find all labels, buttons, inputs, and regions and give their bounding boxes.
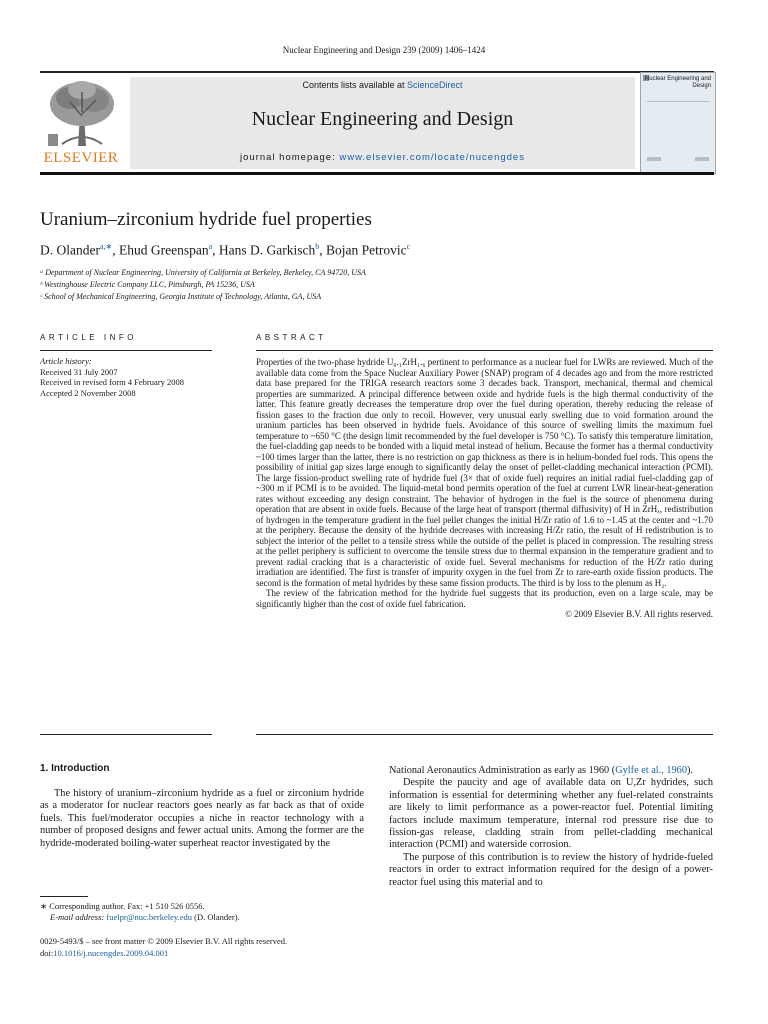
affiliation-c: ᶜ School of Mechanical Engineering, Georgia Institute of Technology, Atlanta, GA, USA: [40, 292, 322, 301]
email-link[interactable]: fuelpr@nuc.berkeley.edu: [106, 912, 192, 922]
affiliation-a: ᵃ Department of Nuclear Engineering, University of California at Berkeley, Berkeley, CA 94720, USA: [40, 268, 366, 277]
body-paragraph: The history of uranium–zirconium hydride as a fuel or zirconium hydride as a moderator for nuclear reactors goes nearly as far back as that of oxide fuels. This fuel/moderator occupies a niche in reactor technology with a number of proposed designs and fewer actual units. Among the former are the hydride-moderated boiling-water superheat reactor investigated by the: [40, 788, 364, 849]
contents-line: [130, 80, 635, 90]
sciencedirect-link[interactable]: ScienceDirect: [407, 80, 463, 90]
journal-homepage: [130, 152, 635, 163]
publisher-wordmark: ELSEVIER: [43, 150, 119, 166]
issn-line: 0029-5493/$ – see front matter © 2009 Elsevier B.V. All rights reserved.: [40, 936, 288, 946]
author-affil-mark[interactable]: b: [315, 242, 320, 251]
author-name: Bojan Petrovic: [326, 242, 407, 258]
footnote-corresponding: ∗ Corresponding author. Fax: +1 510 526 0556.: [40, 901, 205, 911]
abstract-paragraph: The review of the fabrication method for the hydride fuel suggests that its production, even on a large scale, may be significantly higher than the cost of oxide fuel fabrication.: [256, 588, 713, 609]
homepage-link[interactable]: www.elsevier.com/locate/nucengdes: [339, 152, 525, 163]
section-heading: 1. Introduction: [40, 763, 110, 774]
affiliation-b: ᵇ Westinghouse Electric Company LLC, Pittsburgh, PA 15236, USA: [40, 280, 255, 289]
doi-line: [40, 948, 287, 960]
homepage-prefix: journal homepage:: [240, 152, 340, 163]
history-received: Received 31 July 2007: [40, 366, 118, 377]
abstract-copyright: © 2009 Elsevier B.V. All rights reserved.: [565, 609, 713, 619]
doi-link[interactable]: 10.1016/j.nucengdes.2009.04.001: [53, 947, 169, 958]
body-paragraph: [389, 765, 713, 777]
author-affil-mark[interactable]: a,∗: [99, 242, 113, 251]
article-title: Uranium–zirconium hydride fuel properties: [40, 209, 372, 230]
citation-link[interactable]: Gylfe et al., 1960: [615, 765, 687, 776]
author-name: Ehud Greenspan: [119, 242, 209, 258]
text-span: ).: [686, 765, 693, 776]
author-affil-mark[interactable]: a: [208, 242, 213, 251]
info-rule: [40, 350, 212, 351]
abstract-heading: ABSTRACT: [256, 333, 327, 342]
author-name: Hans D. Garkisch: [218, 242, 316, 258]
doi-label: doi:: [40, 947, 54, 958]
abstract-rule: [256, 350, 713, 351]
right-column: [389, 765, 713, 889]
author-list: D. Olander$^{a,∗}$, Ehud Greenspan$^a$, Hans D. Garkisch$^b$, Bojan Petrovic$^c$: [40, 242, 411, 258]
abstract-body: [256, 357, 713, 620]
front-matter-notice: [40, 936, 287, 959]
footnote-rule: [40, 896, 88, 897]
journal-title: Nuclear Engineering and Design: [251, 108, 514, 130]
body-paragraph: Despite the paucity and age of available data on U,Zr hydrides, such information is essential for determining whether any fuel-related constraints are likely to limit performance as a power-reactor fuel. Potential limiting factors include maximum temperature, internal rod pressure rise due to fission-gas release, cladding strain from pellet-cladding mechanical interaction (PCMI) and waterside corrosion.: [389, 777, 713, 851]
running-header: Nuclear Engineering and Design 239 (2009) 1406–1424: [282, 45, 486, 55]
contents-prefix: Contents lists available at: [302, 80, 408, 90]
body-paragraph: The purpose of this contribution is to review the history of hydride-fueled reactors in order to extract information required for the design of a power-reactor fuel using this material and to: [389, 851, 713, 888]
article-history: [40, 356, 212, 398]
history-revised: Received in revised form 4 February 2008: [40, 377, 184, 387]
article-info-heading: ARTICLE INFO: [40, 333, 137, 342]
history-accepted: Accepted 2 November 2008: [40, 387, 136, 398]
email-label: E-mail address:: [50, 912, 107, 922]
author-name: D. Olander: [40, 242, 100, 258]
author-affil-mark[interactable]: c: [406, 242, 411, 251]
footnote: [40, 901, 360, 923]
masthead-rule: [40, 172, 714, 175]
cover-title: Nuclear Engineering and Design: [644, 76, 711, 89]
header-rule: [40, 71, 714, 73]
footnote-email-line: [40, 912, 360, 923]
abstract-paragraph: Properties of the two-phase hydride U₀.₁ZrH₁.₆ pertinent to performance as a nuclear fuel for LWRs are reviewed. Much of the available data come from the Space Nuclear Auxiliary Power (SNAP) program of 4 decades ago and from the more restricted data base prepared for the TRIGA research reactors some 3 decades back. Transport, mechanical, thermal and chemical properties are summarized. A principal difference between oxide and hydride fuels is the high thermal conductivity of the latter. This feature greatly decreases the temperature drop over the fuel during operation, thereby reducing the release of fission gases to the fraction due only to recoil. However, very unusual early swelling due to void formation around the uranium particles has been observed in hydride fuels. Avoidance of this source of swelling limits the maximum fuel temperature to ~650 °C (the design limit recommended by the fuel developer is 750 °C). To satisfy this temperature limitation, the fuel-cladding gap needs to be bonded with a liquid metal instead of helium. Because the former has a thermal conductivity ~100 times larger than the latter, there is no restriction on gap thickness as there is in helium-bonded fuel rods. This opens the possibility of initial gap sizes large enough to significantly delay the onset of pellet-cladding mechanical interaction (PCMI). The large fission-product swelling rate of hydride fuel (3× that of oxide fuel) requires an initial radial fuel-cladding gap of ~300 m if PCMI is to be avoided. The liquid-metal bond permits operation of the fuel at current LWR linear-heat-generation rates without exceeding any design constraint. The behavior of hydrogen in the fuel is the source of phenomena during operation that are absent in oxide fuels. Because of the large heat of transport (thermal diffusivity) of H in ZrHₓ, redistribution of hydrogen in the temperature gradient in the fuel pellet changes the initial H/Zr ratio of 1.6 to ~1.45 at the center and ~1.70 at the periphery. Because the density of the hydride decreases with increasing H/Zr ratio, the result of H redistribution is to subject the interior of the pellet to a tensile stress while the outside of the pellet is placed in compression. The resulting stress at the pellet periphery is sufficient to overcome the tensile stress due to thermal expansion in the temperature gradient and to prevent radial cracking that is a characteristic of oxide fuel. Several mechanisms for reduction of the H/Zr ratio during irradiation are identified. The first is transfer of impurity oxygen in the fuel from Zr to rare-earth oxide fission products. The second is the formation of metal hydrides by these same fission products. The third is by loss to the plenum as H₂.: [256, 357, 713, 588]
text-span: National Aeronautics Administration as early as 1960 (: [389, 765, 616, 776]
info-bottom-rule: [40, 734, 212, 735]
abstract-bottom-rule: [256, 734, 713, 735]
email-suffix: (D. Olander).: [192, 912, 240, 922]
left-column: [40, 788, 364, 850]
history-label: Article history:: [40, 356, 92, 366]
